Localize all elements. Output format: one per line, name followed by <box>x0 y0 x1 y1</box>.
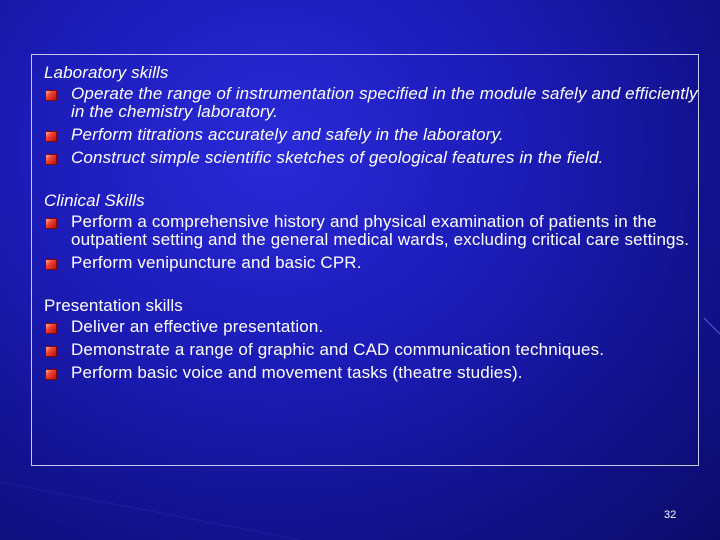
list-item <box>44 341 698 359</box>
square-bullet-icon <box>45 259 57 270</box>
bullet-list <box>44 318 698 382</box>
list-item-text: Perform a comprehensive history and physical examination of patients in the outpatient setting and the general medical wards, excluding critical care settings. <box>71 212 690 249</box>
list-item <box>44 318 698 336</box>
list-item-text: Operate the range of instrumentation specified in the module safely and efficiently in the chemistry laboratory. <box>71 84 698 121</box>
section-heading: Clinical Skills <box>44 191 145 210</box>
list-item <box>44 254 698 272</box>
page-number: 32 <box>664 509 677 521</box>
square-bullet-icon <box>45 346 57 357</box>
list-item <box>44 364 698 382</box>
section-heading: Presentation skills <box>44 296 183 315</box>
square-bullet-icon <box>45 154 57 165</box>
list-item <box>44 149 698 167</box>
section-heading: Laboratory skills <box>44 63 169 82</box>
bullet-list <box>44 85 698 167</box>
list-item-text: Deliver an effective presentation. <box>71 317 324 336</box>
content-box <box>31 54 699 466</box>
section-clinical-skills <box>44 191 698 272</box>
section-presentation-skills <box>44 296 698 382</box>
list-item <box>44 126 698 144</box>
bullet-list <box>44 213 698 272</box>
list-item-text: Demonstrate a range of graphic and CAD communication techniques. <box>71 340 605 359</box>
list-item <box>44 85 698 121</box>
list-item-text: Construct simple scientific sketches of geological features in the field. <box>71 148 604 167</box>
list-item-text: Perform basic voice and movement tasks (theatre studies). <box>71 363 523 382</box>
list-item-text: Perform titrations accurately and safely in the laboratory. <box>71 125 504 144</box>
square-bullet-icon <box>45 218 57 229</box>
section-laboratory-skills <box>44 63 698 167</box>
square-bullet-icon <box>45 90 57 101</box>
list-item <box>44 213 698 249</box>
square-bullet-icon <box>45 131 57 142</box>
list-item-text: Perform venipuncture and basic CPR. <box>71 253 362 272</box>
square-bullet-icon <box>45 369 57 380</box>
square-bullet-icon <box>45 323 57 334</box>
